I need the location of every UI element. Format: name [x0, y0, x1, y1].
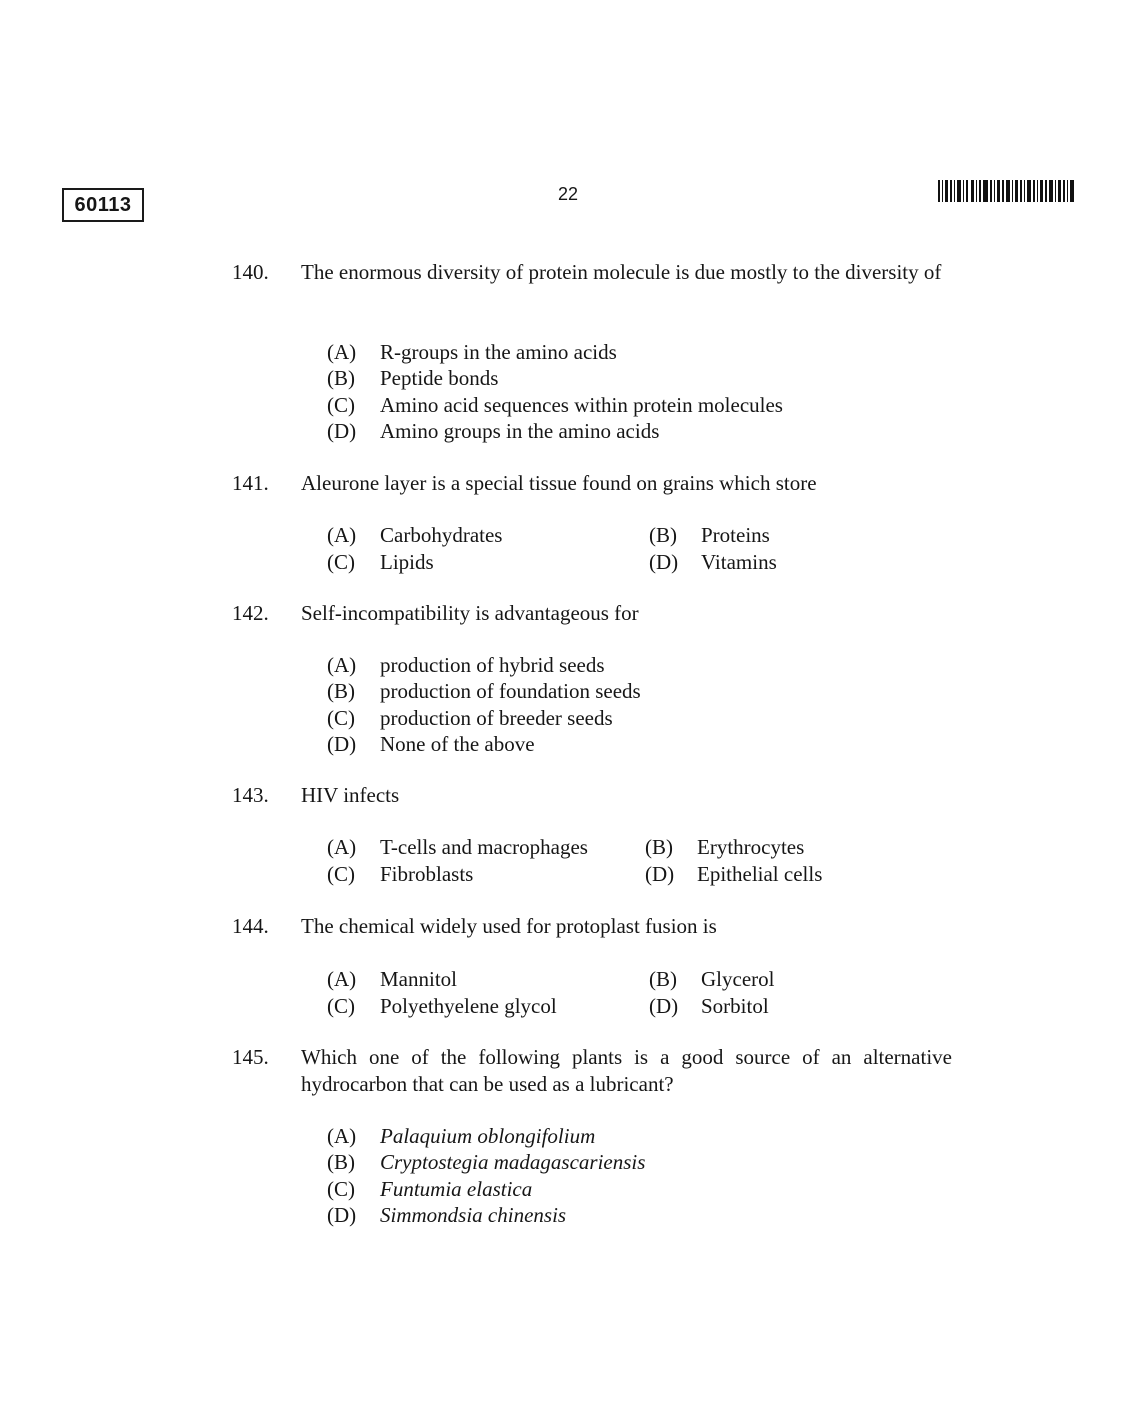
question-number: 144. — [232, 914, 269, 938]
option-text: Sorbitol — [701, 994, 769, 1018]
option-label: (C) — [327, 862, 355, 886]
option-text: Carbohydrates — [380, 523, 503, 547]
option-text: production of breeder seeds — [380, 705, 613, 730]
option-label: (B) — [327, 679, 355, 704]
option-text: Palaquium oblongifolium — [380, 1124, 596, 1148]
option-label: (B) — [649, 523, 677, 547]
option-label: (A) — [327, 835, 357, 859]
question-145 — [232, 1044, 952, 1098]
option-text: production of hybrid seeds — [380, 653, 605, 677]
option-text: Peptide bonds — [380, 366, 499, 391]
question-number: 142. — [232, 601, 269, 625]
question-141 — [232, 470, 952, 497]
question-number: 140. — [232, 260, 269, 284]
question-text: Self-incompatibility is advantageous for — [301, 601, 639, 625]
option-label: (C) — [327, 994, 355, 1018]
option-text: Erythrocytes — [697, 835, 805, 859]
option-label: (D) — [649, 994, 679, 1018]
option-label: (B) — [327, 366, 355, 391]
option-label: (A) — [327, 340, 357, 364]
question-144 — [232, 913, 952, 940]
option-text: Simmondsia chinensis — [380, 1202, 567, 1227]
question-142 — [232, 600, 952, 627]
option-label: (B) — [645, 835, 673, 859]
option-label: (A) — [327, 653, 357, 677]
option-text: Mannitol — [380, 967, 457, 991]
question-140 — [232, 259, 952, 286]
option-label: (B) — [649, 967, 677, 991]
question-number: 145. — [232, 1045, 269, 1069]
option-label: (C) — [327, 1176, 355, 1201]
question-number: 143. — [232, 783, 269, 807]
question-text: The chemical widely used for protoplast fusion is — [301, 914, 717, 938]
option-label: (A) — [327, 523, 357, 547]
question-booklet-code: 60113 — [62, 188, 144, 222]
option-text: Funtumia elastica — [380, 1176, 533, 1201]
option-text: Glycerol — [701, 967, 775, 991]
option-text: Vitamins — [701, 550, 777, 574]
option-label: (D) — [327, 731, 357, 756]
option-label: (D) — [327, 1202, 357, 1227]
option-text: production of foundation seeds — [380, 679, 641, 704]
option-text: Lipids — [380, 550, 434, 574]
option-label: (D) — [645, 862, 675, 886]
question-text: HIV infects — [301, 783, 400, 807]
option-label: (A) — [327, 967, 357, 991]
option-label: (D) — [327, 418, 357, 443]
option-label: (B) — [327, 1150, 355, 1175]
option-text: Polyethyelene glycol — [380, 994, 557, 1018]
option-text: Fibroblasts — [380, 862, 474, 886]
option-text: Epithelial cells — [697, 862, 823, 886]
option-label: (D) — [649, 550, 679, 574]
option-text: T-cells and macrophages — [380, 835, 588, 859]
option-text: R-groups in the amino acids — [380, 340, 617, 364]
option-text: Amino groups in the amino acids — [380, 418, 660, 443]
question-text: The enormous diversity of protein molecule is due mostly to the diversity of — [301, 260, 942, 284]
question-text: Which one of the following plants is a good source of an alternative hydrocarbon that can be used as a lubricant? — [301, 1045, 952, 1096]
option-label: (C) — [327, 550, 355, 574]
option-text: Proteins — [701, 523, 770, 547]
barcode-image — [938, 180, 1076, 202]
option-text: Cryptostegia madagascariensis — [380, 1150, 646, 1175]
option-text: None of the above — [380, 731, 535, 756]
question-text: Aleurone layer is a special tissue found on grains which store — [301, 471, 817, 495]
option-text: Amino acid sequences within protein molecules — [380, 392, 783, 417]
question-number: 141. — [232, 471, 269, 495]
option-label: (C) — [327, 392, 355, 417]
page-number: 22 — [557, 184, 579, 204]
option-label: (C) — [327, 705, 355, 730]
option-label: (A) — [327, 1124, 357, 1148]
question-143 — [232, 782, 952, 809]
